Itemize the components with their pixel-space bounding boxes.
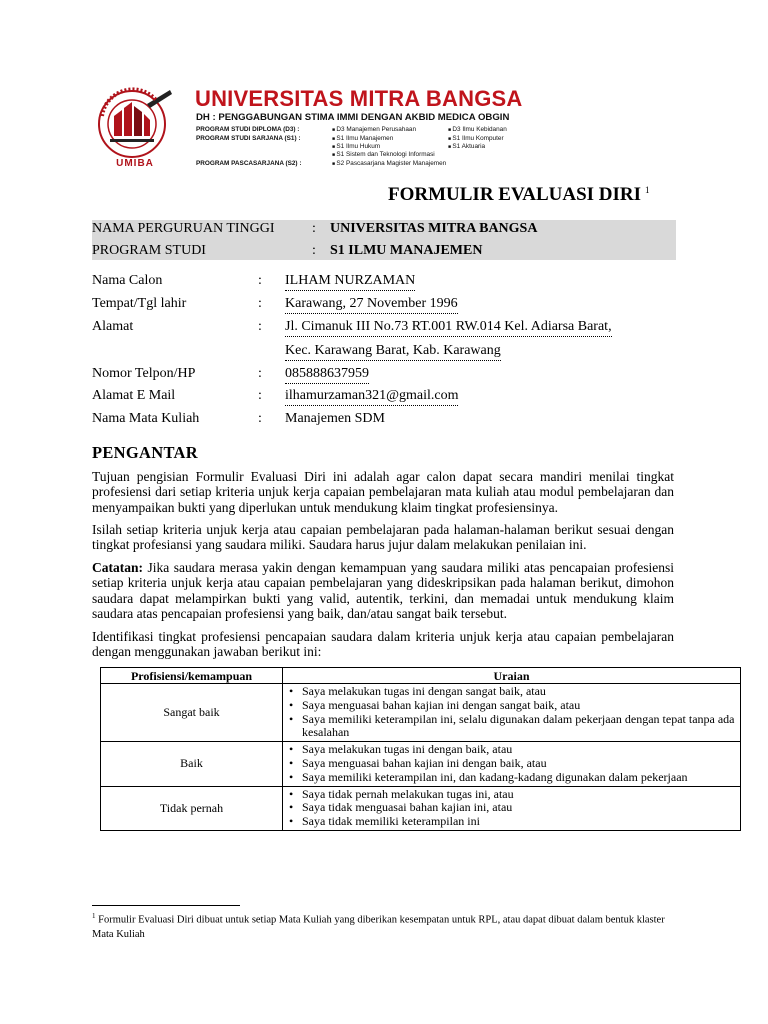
field-label: Nama Calon: [92, 273, 163, 288]
colon: :: [312, 221, 316, 236]
field-mata-kuliah: [92, 411, 682, 431]
program-item: ■ S2 Pascasarjana Magister Manajemen: [332, 160, 446, 167]
paragraph-4: Identifikasi tingkat profesiensi pencapaian saudara dalam kriteria unjuk kerja atau capaian pembelajaran dengan menggunakan jawaban berikut ini:: [92, 629, 674, 660]
logo-text: UMIBA: [116, 158, 154, 169]
program-item: ■ S1 Aktuaria: [448, 143, 485, 150]
footnote-number: 1: [92, 912, 96, 920]
list-item: • Saya melakukan tugas ini dengan sangat baik, atau: [289, 685, 736, 699]
program-item: ■ D3 Ilmu Kebidanan: [448, 126, 507, 133]
field-label: Alamat: [92, 319, 134, 334]
footnote: [92, 909, 672, 942]
proficiency-table: [100, 667, 741, 831]
table-row: [101, 684, 741, 742]
field-label: Tempat/Tgl lahir: [92, 296, 187, 311]
form-title-text: FORMULIR EVALUASI DIRI: [388, 184, 642, 205]
colon: :: [258, 411, 262, 426]
field-value: Manajemen SDM: [285, 411, 385, 426]
note-text: Jika saudara merasa yakin dengan kemampuan yang saudara miliki atas pencapaian profesiensi setiap kriteria unjuk kerja atau capaian pembelajaran yang dideskripsikan pada halaman berikut, dimohon saudara dapat melampirkan bukti yang valid, autentik, terkini, dan memadai untuk mendukung klaim saudara atas pencapaian profesiensi yang baik, dan/atau sangat baik tersebut.: [92, 560, 674, 621]
program-label: PROGRAM STUDI SARJANA (S1) :: [196, 135, 301, 142]
table-row: [101, 786, 741, 830]
proficiency-description: [283, 742, 741, 786]
program-row-pascasarjana: [196, 160, 447, 167]
institution-box: [92, 220, 676, 260]
program-row-sarjana: [196, 135, 504, 158]
list-item: • Saya tidak memiliki keterampilan ini: [289, 815, 736, 829]
letterhead: [92, 84, 532, 176]
table-header-row: [101, 668, 741, 684]
program-item: ■ S1 Ilmu Manajemen: [332, 135, 393, 142]
list-item: • Saya memiliki keterampilan ini, selalu digunakan dalam pekerjaan dengan tepat tanpa ada kesalahan: [289, 713, 736, 741]
field-label: Nama Mata Kuliah: [92, 411, 200, 426]
field-alamat: [92, 319, 682, 339]
institution-value: UNIVERSITAS MITRA BANGSA: [330, 221, 538, 236]
field-value: Kec. Karawang Barat, Kab. Karawang: [285, 343, 501, 361]
field-value: ILHAM NURZAMAN: [285, 273, 415, 291]
table-row: [101, 742, 741, 786]
program-item: ■ S1 Sistem dan Teknologi Informasi: [332, 151, 435, 158]
colon: :: [258, 296, 262, 311]
proficiency-description: [283, 684, 741, 742]
institution-label: NAMA PERGURUAN TINGGI: [92, 221, 275, 236]
field-value: ilhamurzaman321@gmail.com: [285, 388, 458, 406]
field-label: Nomor Telpon/HP: [92, 366, 196, 381]
field-value: 085888637959: [285, 366, 369, 384]
program-studi-value: S1 ILMU MANAJEMEN: [330, 243, 483, 258]
colon: :: [258, 388, 262, 403]
paragraph-3: [92, 560, 674, 621]
footnote-separator: [92, 905, 240, 906]
list-item: • Saya memiliki keterampilan ini, dan kadang-kadang digunakan dalam pekerjaan: [289, 771, 736, 785]
list-item: • Saya tidak pernah melakukan tugas ini, atau: [289, 788, 736, 802]
footnote-ref: 1: [645, 184, 650, 195]
note-label: Catatan:: [92, 560, 143, 575]
field-alamat-line2: [92, 343, 682, 363]
field-tempat-tgl-lahir: [92, 296, 682, 316]
table-header: Profisiensi/kemampuan: [101, 668, 283, 684]
table-header: Uraian: [283, 668, 741, 684]
list-item: • Saya menguasai bahan kajian ini dengan baik, atau: [289, 757, 736, 771]
paragraph-2: Isilah setiap kriteria unjuk kerja atau capaian pembelajaran pada halaman-halaman berikut sesuai dengan tingkat profesiansi yang saudara miliki. Saudara harus jujur dalam melakukan penilaian ini.: [92, 522, 674, 553]
paragraph-1: Tujuan pengisian Formulir Evaluasi Diri ini adalah agar calon dapat secara mandiri menilai tingkat profesiensi dari setiap kriteria unjuk kerja capaian pembelajaran mata kuliah atau modul pembelajaran dan menyampaikan bukti yang diperlukan untuk mendukung klaim tingkat profesiensinya.: [92, 469, 674, 515]
proficiency-level: Tidak pernah: [101, 786, 283, 830]
program-item: ■ D3 Manajemen Perusahaan: [332, 126, 416, 133]
colon: :: [258, 366, 262, 381]
form-title: [388, 184, 650, 206]
program-item: ■ S1 Ilmu Komputer: [448, 135, 504, 142]
list-item: • Saya melakukan tugas ini dengan baik, atau: [289, 743, 736, 757]
university-name: UNIVERSITAS MITRA BANGSA: [195, 86, 523, 111]
list-item: • Saya menguasai bahan kajian ini dengan sangat baik, atau: [289, 699, 736, 713]
university-subtitle: DH : PENGGABUNGAN STIMA IMMI DENGAN AKBID MEDICA OBGIN: [196, 112, 510, 123]
colon: :: [312, 243, 316, 258]
program-studi-label: PROGRAM STUDI: [92, 243, 206, 258]
program-item: ■ S1 Ilmu Hukum: [332, 143, 380, 150]
section-title-pengantar: PENGANTAR: [92, 443, 198, 462]
colon: :: [258, 319, 262, 334]
footnote-text: Formulir Evaluasi Diri dibuat untuk setiap Mata Kuliah yang diberikan kesempatan untuk RPL, atau dapat dibuat dalam bentuk klaster Mata Kuliah: [92, 914, 665, 940]
proficiency-level: Baik: [101, 742, 283, 786]
proficiency-description: [283, 786, 741, 830]
field-value: Karawang, 27 November 1996: [285, 296, 458, 314]
program-label: PROGRAM PASCASARJANA (S2) :: [196, 160, 302, 167]
program-label: PROGRAM STUDI DIPLOMA (D3) :: [196, 126, 300, 133]
field-label: Alamat E Mail: [92, 388, 176, 403]
field-value: Jl. Cimanuk III No.73 RT.001 RW.014 Kel. Adiarsa Barat,: [285, 319, 612, 337]
list-item: • Saya tidak menguasai bahan kajian ini, atau: [289, 801, 736, 815]
field-nama-calon: [92, 273, 682, 293]
field-nomor-telpon: [92, 366, 682, 386]
proficiency-level: Sangat baik: [101, 684, 283, 742]
field-email: [92, 388, 682, 408]
program-row-diploma: [196, 126, 507, 133]
colon: :: [258, 273, 262, 288]
